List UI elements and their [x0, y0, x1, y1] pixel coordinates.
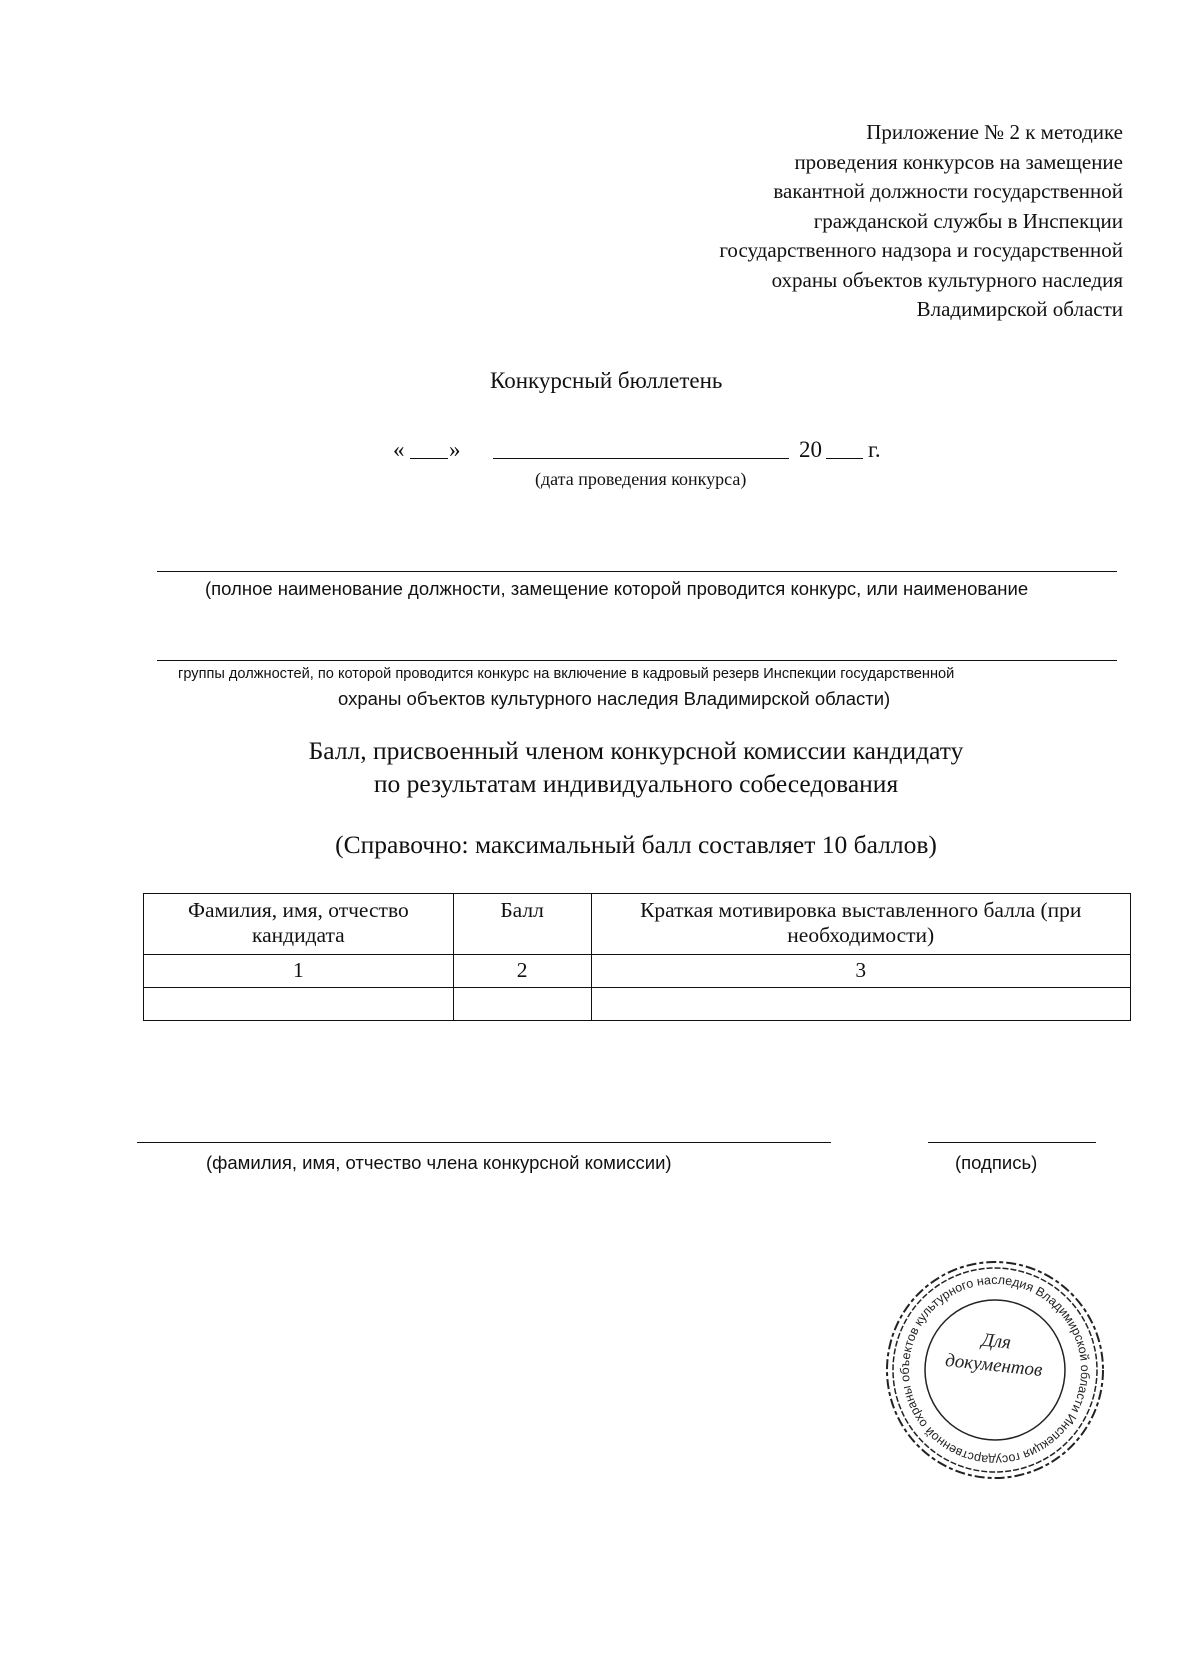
- score-cell[interactable]: [453, 988, 591, 1021]
- header-score: Балл: [453, 894, 591, 955]
- position-line-1: [157, 571, 1117, 572]
- appendix-line: Приложение № 2 к методике: [866, 120, 1123, 144]
- year-blank: [826, 458, 863, 459]
- header-motivation: Краткая мотивировка выставленного балла (при необходимости): [591, 894, 1130, 955]
- stamp-center-line-1: Для: [980, 1329, 1012, 1354]
- appendix-line: проведения конкурсов на замещение: [794, 149, 1123, 174]
- open-quote: «: [393, 437, 405, 462]
- score-heading-line-1: Балл, присвоенный членом конкурсной комиссии кандидату: [308, 736, 964, 765]
- table-row: [144, 988, 1131, 1021]
- appendix-reference: [563, 118, 1123, 325]
- max-score-note: (Справочно: максимальный балл составляет 10 баллов): [335, 830, 937, 859]
- close-quote: »: [449, 437, 461, 462]
- score-heading-line-2: по результатам индивидуального собеседования: [373, 769, 899, 798]
- appendix-line: Владимирской области: [916, 297, 1123, 321]
- date-field: [393, 433, 893, 463]
- stamp-ring-text: Инспекция государственной охраны объектов культурного наследия Владимирской области: [897, 1272, 1093, 1468]
- position-line-2: [157, 660, 1117, 661]
- appendix-line: гражданской службы в Инспекции: [813, 208, 1123, 233]
- member-name-line: [137, 1142, 831, 1143]
- year-suffix: г.: [868, 437, 881, 462]
- position-caption-line-1: (полное наименование должности, замещение которой проводится конкурс, или наименование: [205, 578, 1029, 599]
- appendix-line: вакантной должности государственной: [773, 179, 1123, 203]
- document-title: Конкурсный бюллетень: [490, 368, 723, 393]
- score-table: [143, 893, 1131, 1021]
- position-caption-line-3: охраны объектов культурного наследия Владимирской области): [338, 688, 891, 709]
- signature-line: [928, 1142, 1096, 1143]
- position-caption-line-2: группы должностей, по которой проводится конкурс на включение в кадровый резерв Инспекции государственной: [178, 666, 955, 682]
- appendix-line: охраны объектов культурного наследия: [771, 267, 1123, 292]
- score-heading: [200, 734, 1072, 800]
- date-caption: (дата проведения конкурса): [535, 469, 747, 489]
- stamp-center-line-2: документов: [944, 1349, 1044, 1381]
- column-number: 2: [453, 955, 591, 988]
- member-name-caption: (фамилия, имя, отчество члена конкурсной комиссии): [206, 1152, 672, 1173]
- day-blank: [410, 458, 448, 459]
- month-blank: [493, 458, 789, 459]
- header-candidate-name: Фамилия, имя, отчество кандидата: [144, 894, 454, 955]
- candidate-name-cell[interactable]: [144, 988, 454, 1021]
- table-header-row: [144, 894, 1131, 955]
- year-prefix: 20: [799, 437, 822, 462]
- appendix-line: государственного надзора и государственной: [719, 238, 1123, 262]
- column-number: 3: [591, 955, 1130, 988]
- motivation-cell[interactable]: [591, 988, 1130, 1021]
- column-number: 1: [144, 955, 454, 988]
- table-number-row: [144, 955, 1131, 988]
- signature-caption: (подпись): [955, 1152, 1038, 1173]
